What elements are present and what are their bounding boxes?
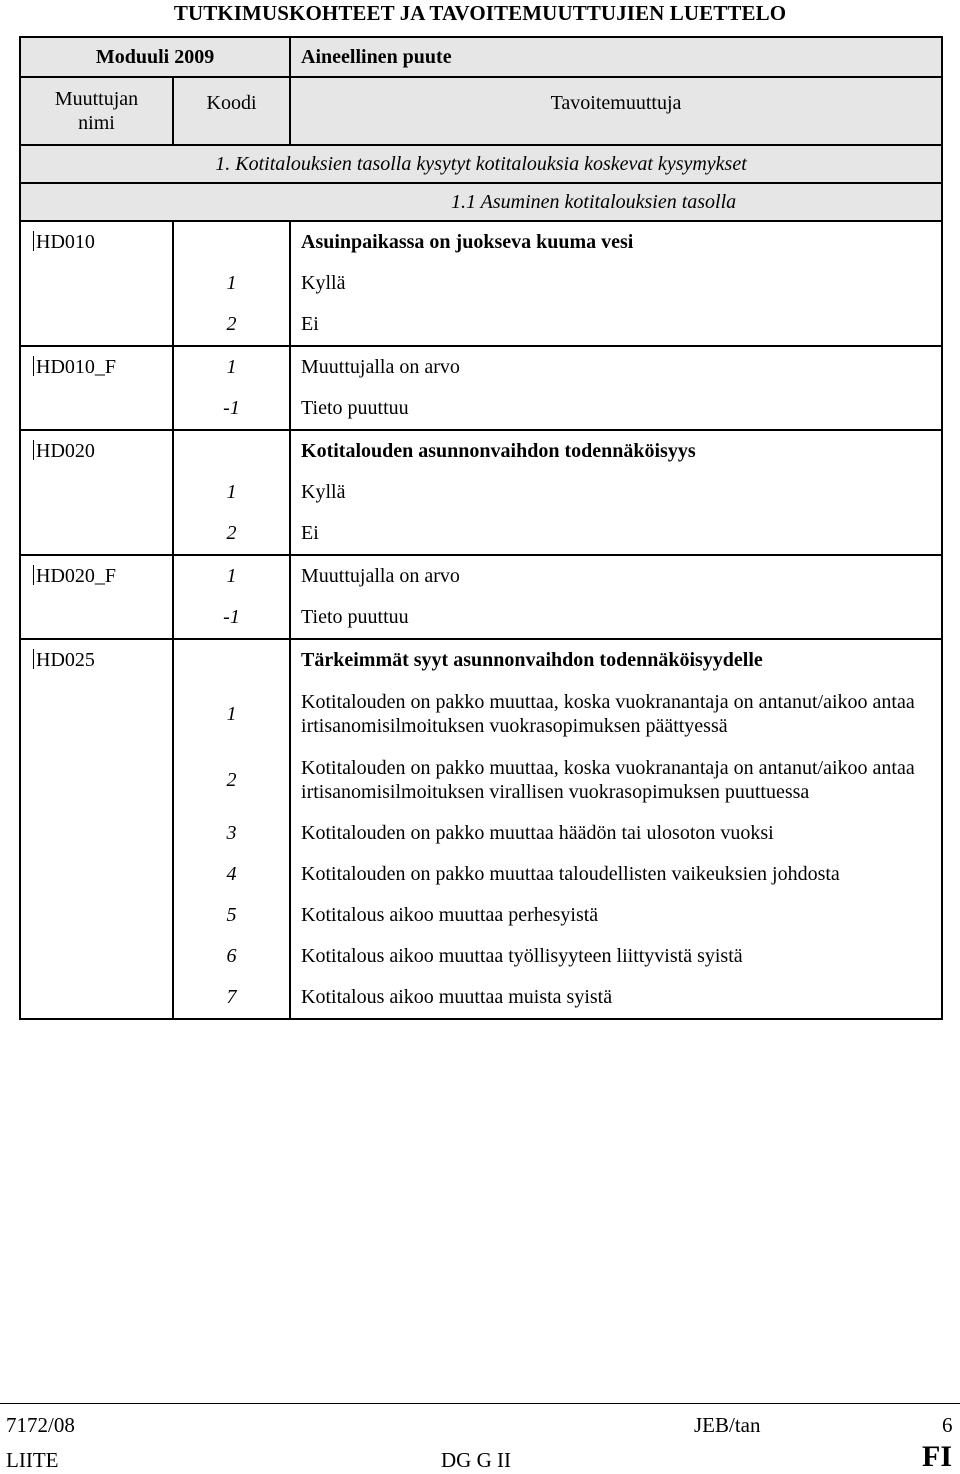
code: 1: [226, 272, 237, 294]
code: 2: [226, 313, 237, 335]
document-title: TUTKIMUSKOHTEET JA TAVOITEMUUTTUJIEN LUETTELO: [173, 1, 787, 25]
code-label: Kyllä: [301, 481, 346, 503]
variable-name-cell: [20, 221, 173, 346]
code-label: Kotitalouden on pakko muuttaa taloudellisten vaikeuksien johdosta: [301, 863, 840, 885]
footer-doc-number: 7172/08: [6, 1413, 75, 1437]
section-title: 1. Kotitalouksien tasolla kysytyt kotitalouksia koskevat kysymykset: [20, 145, 942, 183]
code: 2: [226, 522, 237, 544]
variable-name-cell: [20, 346, 173, 430]
code: 6: [226, 945, 237, 967]
variable-name: HD025: [21, 640, 172, 681]
code: -1: [223, 606, 240, 628]
label-cell: [290, 221, 942, 346]
col-header-code: Koodi: [173, 77, 290, 145]
code: 4: [226, 863, 237, 885]
footer-author: JEB/tan: [694, 1413, 761, 1437]
label-cell: [290, 346, 942, 430]
code-label: Kotitalous aikoo muuttaa perhesyistä: [301, 904, 599, 926]
code-label: Tieto puuttuu: [301, 397, 409, 419]
code-label: Tieto puuttuu: [301, 606, 409, 628]
column-header-row: [20, 77, 942, 145]
code: 3: [226, 822, 237, 844]
variable-block-hd010-f: [20, 346, 942, 430]
code-cell: [173, 555, 290, 639]
variable-name-cell: [20, 430, 173, 555]
module-name: Aineellinen puute: [290, 37, 942, 77]
code: 1: [226, 356, 237, 378]
code-label: Ei: [301, 313, 319, 335]
code: 2: [226, 768, 237, 791]
code: -1: [223, 397, 240, 419]
code-label: Muuttujalla on arvo: [301, 565, 460, 587]
code-label: Kotitalouden on pakko muuttaa, koska vuokranantaja on antanut/aikoo antaa irtisanomisilmoituksen vuokrasopimuksen päättyessä: [301, 691, 915, 737]
variable-description: Kotitalouden asunnonvaihdon todennäköisyys: [301, 440, 696, 462]
code-label: Kotitalous aikoo muuttaa työllisyyteen liittyvistä syistä: [301, 945, 743, 967]
code-cell: [173, 346, 290, 430]
code-cell: [173, 639, 290, 1019]
code: [174, 222, 289, 263]
variable-block-hd020: [20, 430, 942, 555]
code-label: Kotitalouden on pakko muuttaa, koska vuokranantaja on antanut/aikoo antaa irtisanomisilmoituksen virallisen vuokrasopimuksen puuttuessa: [301, 757, 915, 803]
label-cell: [290, 555, 942, 639]
variable-name-cell: [20, 639, 173, 1019]
subsection-title: 1.1 Asuminen kotitalouksien tasolla: [20, 183, 942, 221]
footer-language: FI: [922, 1440, 952, 1473]
module-label: Moduuli 2009: [20, 37, 290, 77]
code: 1: [226, 702, 237, 725]
code: 1: [226, 481, 237, 503]
variable-name: HD020_F: [21, 556, 172, 597]
module-header-row: [20, 37, 942, 77]
code-label: Muuttujalla on arvo: [301, 356, 460, 378]
footer-dg: DG G II: [441, 1448, 511, 1472]
variable-block-hd010: [20, 221, 942, 346]
variable-description: Tärkeimmät syyt asunnonvaihdon todennäköisyydelle: [301, 649, 763, 671]
subsection-row: [20, 183, 942, 221]
variable-name-cell: [20, 555, 173, 639]
label-cell: [290, 430, 942, 555]
code: 7: [226, 986, 237, 1008]
col-header-variable-name: Muuttujan nimi: [20, 77, 173, 145]
variable-name: HD010: [21, 222, 172, 263]
code: [174, 431, 289, 472]
code-label: Kotitalouden on pakko muuttaa häädön tai ulosoton vuoksi: [301, 822, 774, 844]
code-label: Ei: [301, 522, 319, 544]
variable-name: HD010_F: [21, 347, 172, 388]
col-header-target-variable: Tavoitemuuttuja: [290, 77, 942, 145]
code-cell: [173, 430, 290, 555]
code-label: Kotitalous aikoo muuttaa muista syistä: [301, 986, 613, 1008]
code: 5: [226, 904, 237, 926]
section-row: [20, 145, 942, 183]
variable-block-hd020-f: [20, 555, 942, 639]
code: [174, 640, 289, 681]
footer-annex: LIITE: [6, 1448, 59, 1472]
code-cell: [173, 221, 290, 346]
footer-rule: [0, 1403, 960, 1404]
variable-block-hd025: [20, 639, 942, 1019]
variable-name: HD020: [21, 431, 172, 472]
target-variable-table: [19, 36, 943, 1020]
code: 1: [226, 565, 237, 587]
variable-description: Asuinpaikassa on juokseva kuuma vesi: [301, 231, 634, 253]
code-label: Kyllä: [301, 272, 346, 294]
footer-page-number: 6: [942, 1413, 953, 1437]
label-cell: [290, 639, 942, 1019]
